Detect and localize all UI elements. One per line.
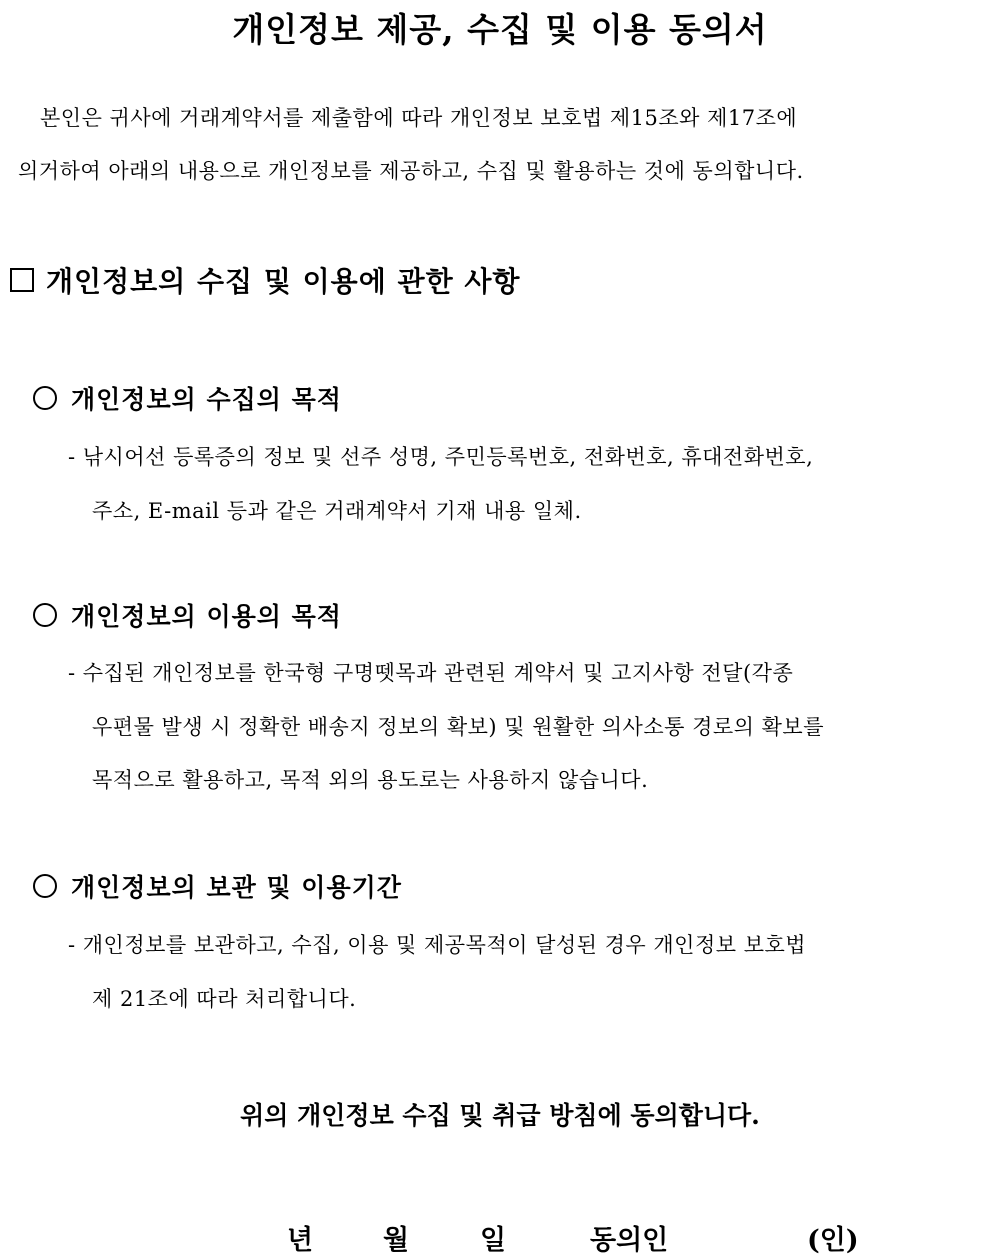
item-line: 목적으로 활용하고, 목적 외의 용도로는 사용하지 않습니다. (92, 768, 649, 792)
item-line: 우편물 발생 시 정확한 배송지 정보의 확보) 및 원활한 의사소통 경로의 확보를 (92, 715, 824, 739)
item-heading-collection (33, 380, 342, 416)
circle-bullet-icon (33, 874, 57, 898)
intro-line-2: 의거하여 아래의 내용으로 개인정보를 제공하고, 수집 및 활용하는 것에 동의합니다. (18, 159, 804, 183)
item-line: - 개인정보를 보관하고, 수집, 이용 및 제공목적이 달성된 경우 개인정보 보호법 (68, 933, 807, 957)
section-heading (10, 260, 520, 300)
item-heading-text: 개인정보의 보관 및 이용기간 (71, 873, 402, 902)
item-line: - 낚시어선 등록증의 정보 및 선주 성명, 주민등록번호, 전화번호, 휴대전화번호, (68, 445, 814, 469)
checkbox-square-icon (10, 268, 34, 292)
signature-day: 일 (480, 1225, 507, 1256)
item-line: - 수집된 개인정보를 한국형 구명뗏목과 관련된 계약서 및 고지사항 전달(각종 (68, 661, 794, 685)
agreement-statement: 위의 개인정보 수집 및 취급 방침에 동의합니다. (240, 1101, 760, 1130)
intro-line-1: 본인은 귀사에 거래계약서를 제출함에 따라 개인정보 보호법 제15조와 제17조에 (40, 106, 798, 130)
signature-signer: 동의인 (590, 1225, 669, 1256)
circle-bullet-icon (33, 603, 57, 627)
circle-bullet-icon (33, 386, 57, 410)
item-line: 주소, E-mail 등과 같은 거래계약서 기재 내용 일체. (92, 499, 582, 523)
document-title: 개인정보 제공, 수집 및 이용 동의서 (232, 10, 768, 49)
item-heading-text: 개인정보의 이용의 목적 (71, 602, 342, 631)
item-heading-usage (33, 597, 342, 633)
item-line: 제 21조에 따라 처리합니다. (92, 987, 357, 1011)
item-heading-retention (33, 868, 402, 904)
item-heading-text: 개인정보의 수집의 목적 (71, 385, 342, 414)
section-heading-text: 개인정보의 수집 및 이용에 관한 사항 (46, 265, 521, 298)
signature-seal: (인) (807, 1225, 859, 1256)
signature-month: 월 (383, 1225, 410, 1256)
signature-year: 년 (287, 1225, 314, 1256)
